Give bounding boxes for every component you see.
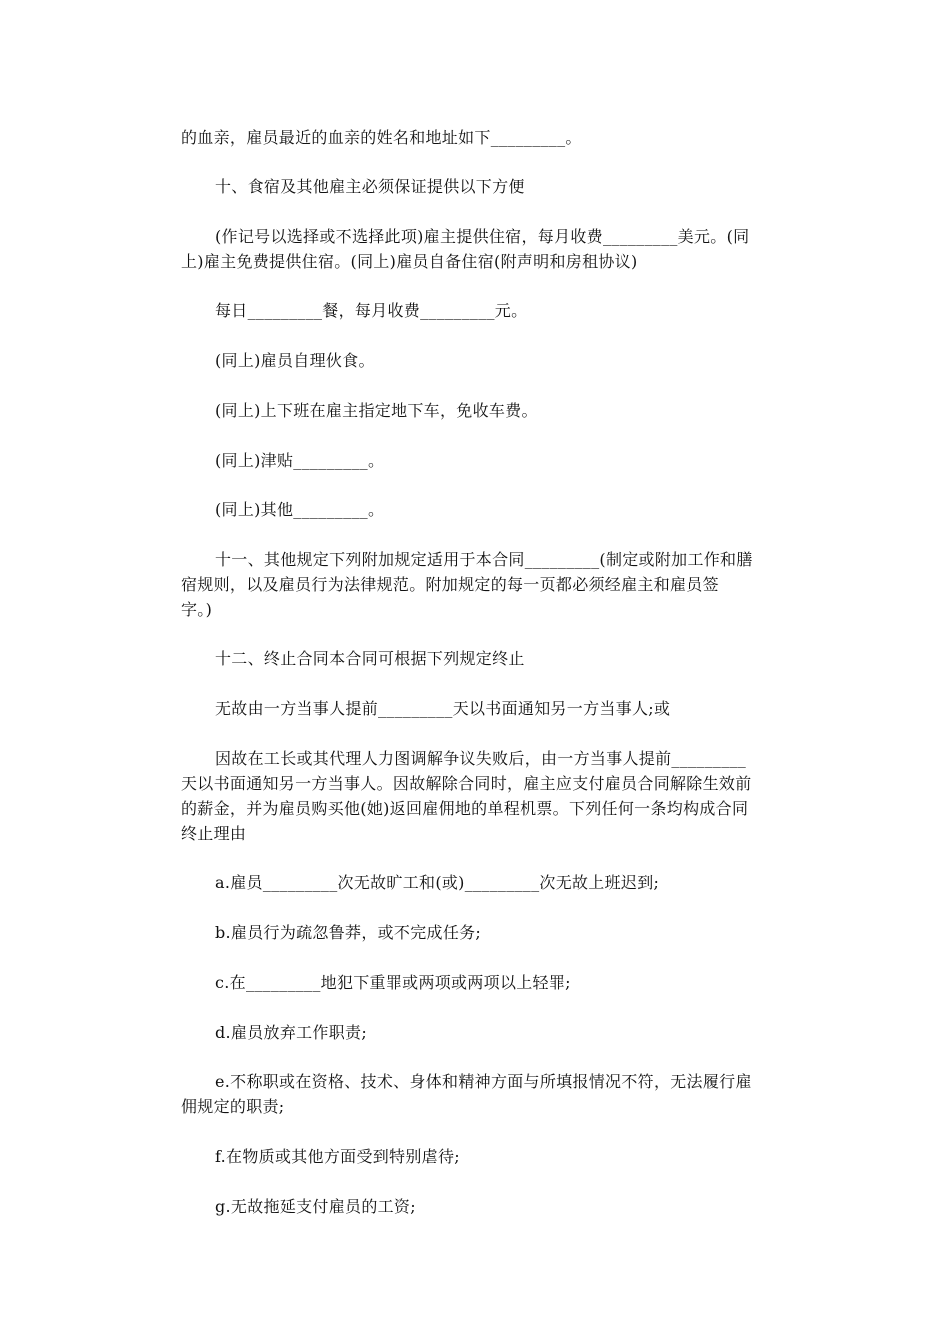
text-line: (作记号以选择或不选择此项)雇主提供住宿，每月收费_________美元。(同 [215,227,750,246]
text-line: (同上)其他_________。 [215,500,385,519]
text-line: 终止理由 [181,824,247,843]
list-item: a.雇员_________次无故旷工和(或)_________次无故上班迟到; [215,873,660,892]
list-item-continuation: 佣规定的职责; [181,1097,285,1116]
text-line: 上)雇主免费提供住宿。(同上)雇员自备住宿(附声明和房租协议) [181,252,638,271]
text-line: (同上)雇员自理伙食。 [215,351,375,370]
text-line: 每日_________餐，每月收费_________元。 [215,301,528,320]
text-line: (同上)津贴_________。 [215,451,385,470]
list-item: g.无故拖延支付雇员的工资; [215,1197,416,1216]
list-item: e.不称职或在资格、技术、身体和精神方面与所填报情况不符，无法履行雇 [215,1072,752,1091]
text-line: 因故在工长或其代理人力图调解争议失败后，由一方当事人提前_________ [215,749,747,768]
text-line: 字。) [181,600,213,619]
list-item: f.在物质或其他方面受到特别虐待; [215,1147,460,1166]
text-line: 的血亲，雇员最近的血亲的姓名和地址如下_________。 [181,128,582,147]
section-heading: 十、食宿及其他雇主必须保证提供以下方便 [215,177,525,196]
section-heading: 十一、其他规定下列附加规定适用于本合同_________(制定或附加工作和膳 [215,550,753,569]
text-line: (同上)上下班在雇主指定地下车，免收车费。 [215,401,538,420]
list-item: b.雇员行为疏忽鲁莽，或不完成任务; [215,923,482,942]
list-item: c.在_________地犯下重罪或两项或两项以上轻罪; [215,973,571,992]
text-line: 宿规则，以及雇员行为法律规范。附加规定的每一页都必须经雇主和雇员签 [181,575,719,594]
list-item: d.雇员放弃工作职责; [215,1023,368,1042]
text-line: 无故由一方当事人提前_________天以书面通知另一方当事人;或 [215,699,671,718]
text-line: 的薪金，并为雇员购买他(她)返回雇佣地的单程机票。下列任何一条均构成合同 [181,799,749,818]
text-line: 天以书面通知另一方当事人。因故解除合同时，雇主应支付雇员合同解除生效前 [181,774,752,793]
section-heading: 十二、终止合同本合同可根据下列规定终止 [215,649,525,668]
